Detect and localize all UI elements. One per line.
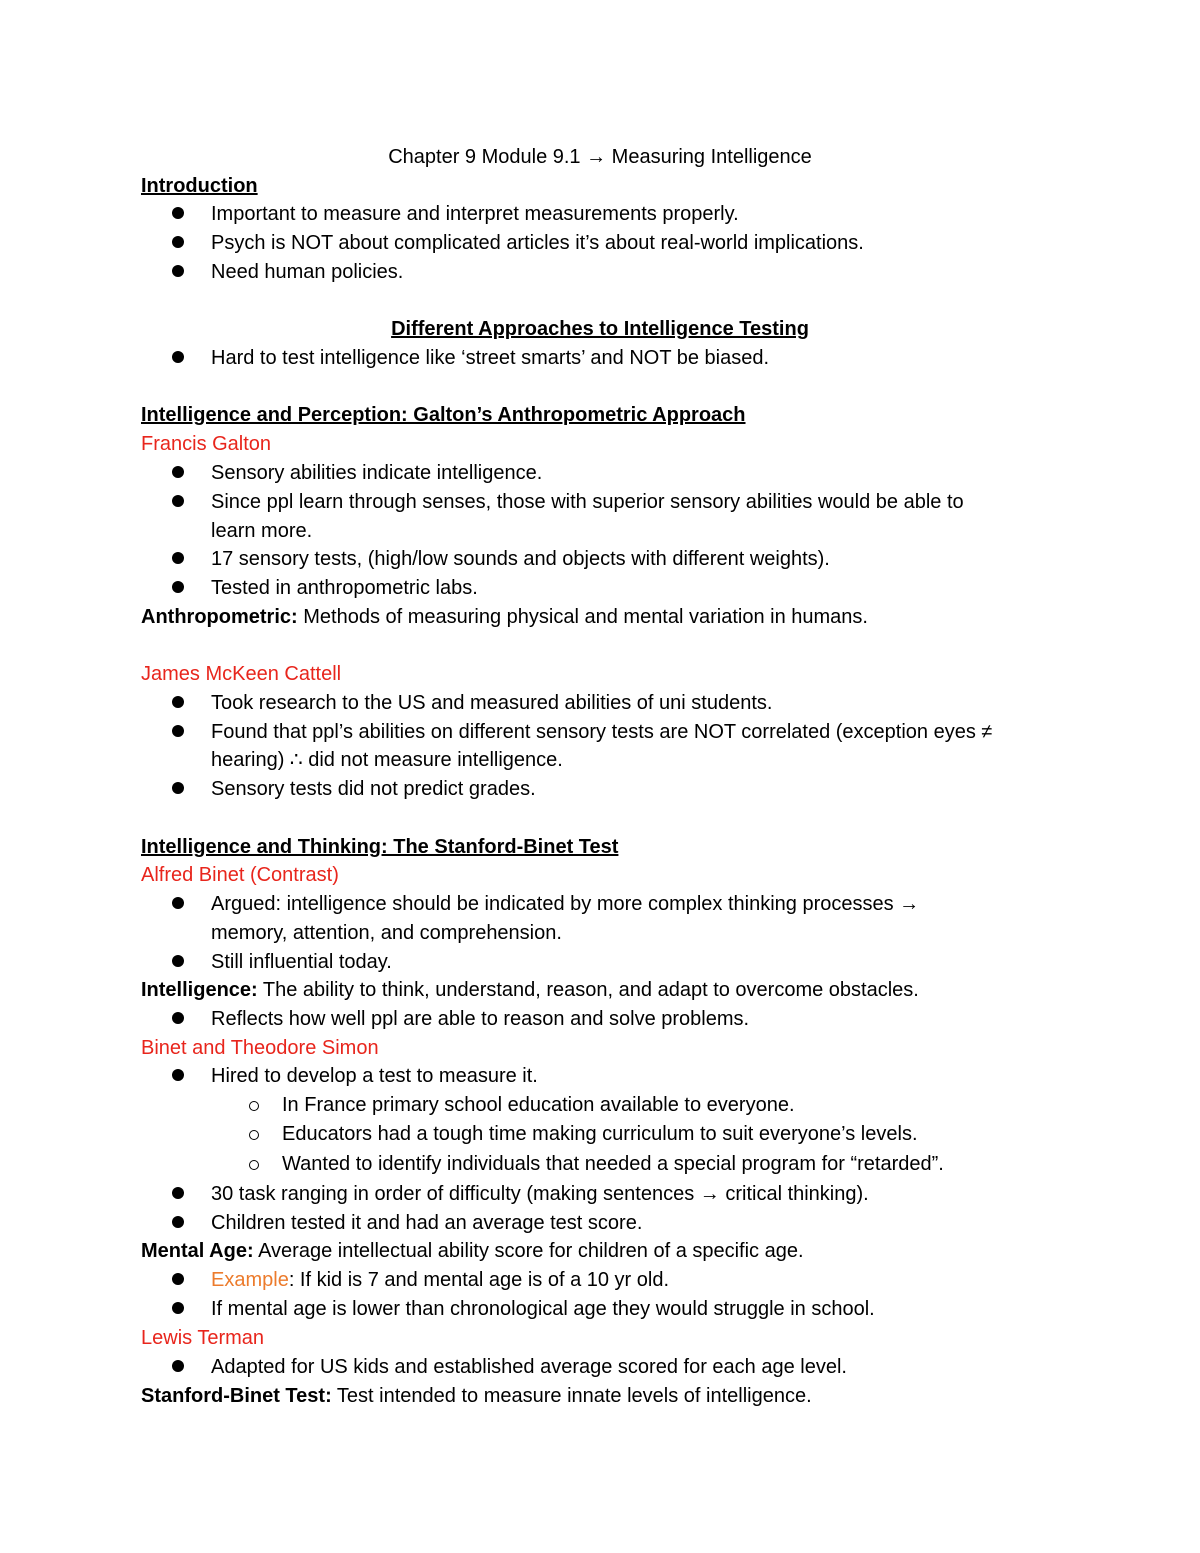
list-item-continuation: learn more. [211,520,313,542]
list-item: Took research to the US and measured abilities of uni students. [211,692,773,714]
list-item: Children tested it and had an average test score. [211,1212,643,1234]
definition-mental-age [141,1237,804,1266]
list-item: If mental age is lower than chronological age they would struggle in school. [211,1298,875,1320]
list-item: Important to measure and interpret measurements properly. [211,203,739,225]
bullet [172,696,184,708]
definition-term: Stanford-Binet Test: [141,1385,332,1407]
list-item: Argued: intelligence should be indicated by more complex thinking processes → [211,893,920,915]
person-name-terman: Lewis Terman [141,1327,265,1349]
list-item: Tested in anthropometric labs. [211,577,478,599]
bullet [172,1069,184,1081]
bullet [172,207,184,219]
list-item-continuation: memory, attention, and comprehension. [211,922,562,944]
bullet [172,351,184,363]
sub-bullet [249,1130,259,1140]
sub-bullet [249,1160,259,1170]
definition-text: Test intended to measure innate levels of intelligence. [331,1385,812,1407]
person-name-galton: Francis Galton [141,433,272,455]
sub-list-item: Wanted to identify individuals that needed a special program for “retarded”. [282,1153,944,1175]
bullet [172,581,184,593]
bullet [172,1302,184,1314]
section-heading-binet: Intelligence and Thinking: The Stanford-Binet Test [141,836,619,858]
bullet [172,1012,184,1024]
list-item: Reflects how well ppl are able to reason and solve problems. [211,1008,750,1030]
bullet [172,1187,184,1199]
list-item: 30 task ranging in order of difficulty (making sentences → critical thinking). [211,1183,869,1205]
page-title: Chapter 9 Module 9.1 → Measuring Intelligence [388,146,812,168]
bullet [172,725,184,737]
list-item: Found that ppl’s abilities on different sensory tests are NOT correlated (exception eyes ≠ [211,721,993,743]
definition-text: Average intellectual ability score for children of a specific age. [253,1240,804,1262]
sub-bullet [249,1101,259,1111]
list-item-continuation: hearing) ∴ did not measure intelligence. [211,749,563,771]
definition-text: Methods of measuring physical and mental variation in humans. [297,606,868,628]
definition-intelligence [141,976,919,1005]
definition-term: Mental Age: [141,1240,254,1262]
example-label: Example [211,1269,289,1291]
sub-list-item: Educators had a tough time making curriculum to suit everyone’s levels. [282,1123,918,1145]
sub-list-item: In France primary school education available to everyone. [282,1094,795,1116]
bullet [172,1216,184,1228]
list-item-example [211,1266,669,1295]
bullet [172,897,184,909]
bullet [172,466,184,478]
list-item: Sensory tests did not predict grades. [211,778,536,800]
bullet [172,1360,184,1372]
example-text: : If kid is 7 and mental age is of a 10 yr old. [288,1269,670,1291]
section-heading-approaches: Different Approaches to Intelligence Testing [391,318,809,340]
bullet [172,1273,184,1285]
bullet [172,552,184,564]
bullet [172,265,184,277]
bullet [172,782,184,794]
person-name-binet: Alfred Binet (Contrast) [141,864,339,886]
list-item: Sensory abilities indicate intelligence. [211,462,543,484]
list-item: Hard to test intelligence like ‘street smarts’ and NOT be biased. [211,347,770,369]
list-item: 17 sensory tests, (high/low sounds and objects with different weights). [211,548,830,570]
list-item: Hired to develop a test to measure it. [211,1065,538,1087]
section-heading-galton: Intelligence and Perception: Galton’s Anthropometric Approach [141,404,746,426]
section-heading-introduction: Introduction [141,175,258,197]
list-item: Still influential today. [211,951,392,973]
list-item: Need human policies. [211,261,404,283]
bullet [172,955,184,967]
definition-stanford-binet [141,1382,812,1411]
definition-term: Anthropometric: [141,606,298,628]
list-item: Psych is NOT about complicated articles it’s about real-world implications. [211,232,864,254]
definition-anthropometric [141,603,868,632]
bullet [172,495,184,507]
person-name-cattell: James McKeen Cattell [141,663,342,685]
bullet [172,236,184,248]
person-name-simon: Binet and Theodore Simon [141,1037,379,1059]
definition-term: Intelligence: [141,979,258,1001]
definition-text: The ability to think, understand, reason, and adapt to overcome obstacles. [257,979,919,1001]
list-item: Adapted for US kids and established average scored for each age level. [211,1356,847,1378]
list-item: Since ppl learn through senses, those with superior sensory abilities would be able to [211,491,964,513]
